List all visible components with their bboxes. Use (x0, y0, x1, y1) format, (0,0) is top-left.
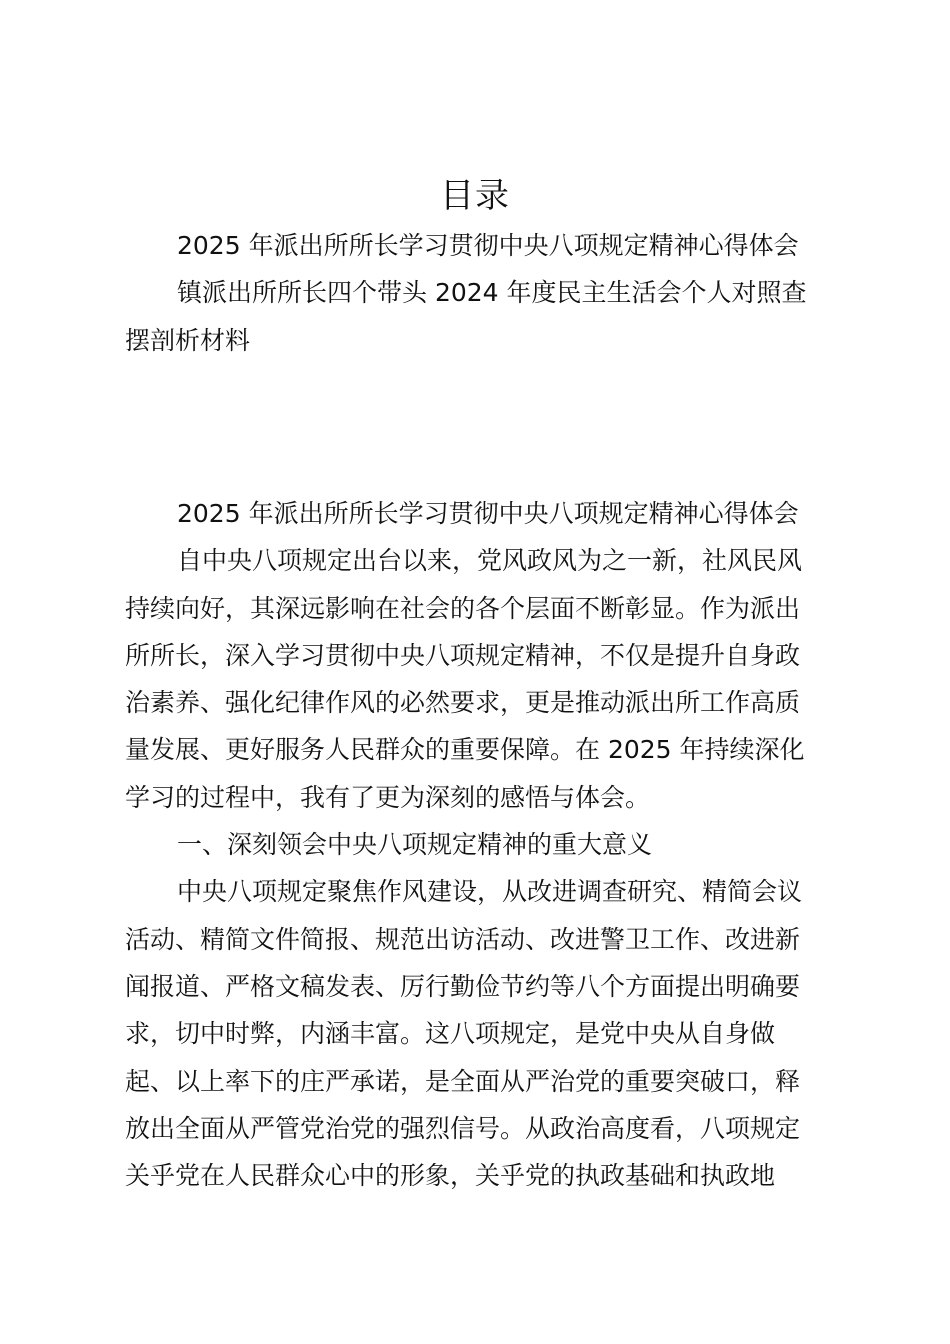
paragraph-line: 持续向好，其深远影响在社会的各个层面不断彰显。作为派出 (125, 593, 801, 623)
paragraph-line: 起、以上率下的庄严承诺，是全面从严治党的重要突破口，释 (125, 1066, 801, 1096)
toc-entry-2: 镇派出所所长四个带头 2024 年度民主生活会个人对照查 (177, 278, 807, 308)
paragraph-line: 量发展、更好服务人民群众的重要保障。在 2025 年持续深化 (125, 735, 805, 765)
article-title: 2025 年派出所所长学习贯彻中央八项规定精神心得体会 (177, 499, 799, 528)
toc-title: 目录 (440, 176, 510, 216)
paragraph-line: 闻报道、严格文稿发表、厉行勤俭节约等八个方面提出明确要 (125, 971, 801, 1001)
toc-entry-2-continued: 摆剖析材料 (125, 325, 251, 355)
paragraph-line: 中央八项规定聚焦作风建设，从改进调查研究、精简会议 (177, 877, 803, 907)
toc-entry-1: 2025 年派出所所长学习贯彻中央八项规定精神心得体会 (177, 231, 799, 260)
section-heading: 一、深刻领会中央八项规定精神的重大意义 (177, 830, 653, 860)
paragraph-line: 学习的过程中，我有了更为深刻的感悟与体会。 (125, 782, 651, 812)
paragraph-line: 放出全面从严管党治党的强烈信号。从政治高度看，八项规定 (125, 1113, 801, 1143)
paragraph-line: 自中央八项规定出台以来，党风政风为之一新，社风民风 (177, 546, 803, 576)
paragraph-line: 活动、精简文件简报、规范出访活动、改进警卫工作、改进新 (125, 924, 801, 954)
paragraph-line: 求，切中时弊，内涵丰富。这八项规定，是党中央从自身做 (125, 1019, 776, 1049)
article-body (125, 490, 825, 1199)
paragraph-line: 关乎党在人民群众心中的形象，关乎党的执政基础和执政地 (125, 1161, 776, 1191)
paragraph-line: 所所长，深入学习贯彻中央八项规定精神，不仅是提升自身政 (125, 640, 801, 670)
paragraph-line: 治素养、强化纪律作风的必然要求，更是推动派出所工作高质 (125, 688, 801, 718)
table-of-contents (125, 222, 825, 364)
